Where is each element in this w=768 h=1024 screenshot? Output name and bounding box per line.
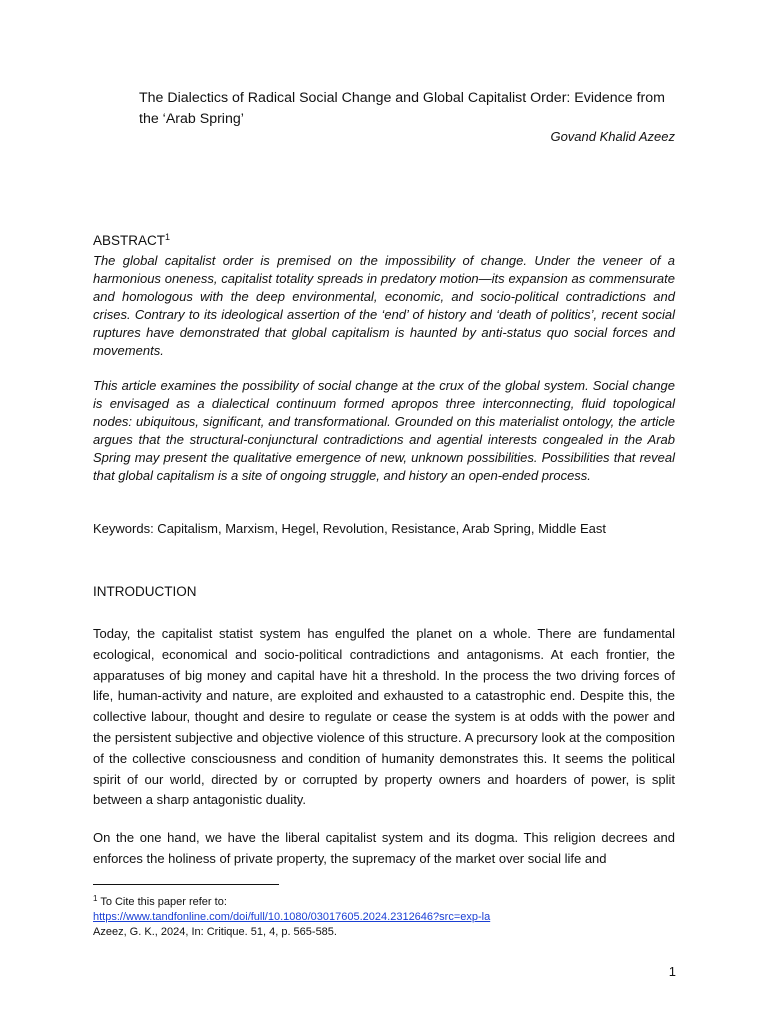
footnote bbox=[93, 891, 490, 940]
keywords-line: Keywords: Capitalism, Marxism, Hegel, Revolution, Resistance, Arab Spring, Middle East bbox=[93, 521, 606, 536]
paper-title: The Dialectics of Radical Social Change and Global Capitalist Order: Evidence from the ‘Arab Spring’ bbox=[139, 90, 665, 127]
introduction-heading: INTRODUCTION bbox=[93, 584, 197, 599]
citation-text: Azeez, G. K., 2024, In: Critique. 51, 4, p. 565-585. bbox=[93, 926, 337, 938]
footnote-mark: 1 bbox=[93, 894, 98, 903]
footnote-text-line bbox=[93, 891, 490, 910]
abstract-paragraph-1: The global capitalist order is premised on the impossibility of change. Under the veneer of a harmonious oneness, capitalist totality spreads in predatory motion—its expansion as commensurate and homologous with the deep environmental, economic, and socio-political contradictions and crises. Contrary to its ideological assertion of the ‘end’ of history and ‘death of politics’, recent social ruptures have demonstrated that global capitalism is haunted by anti-status quo social forces and movements. bbox=[93, 253, 675, 358]
introduction-paragraph-2: On the one hand, we have the liberal capitalist system and its dogma. This religion decrees and enforces the holiness of private property, the supremacy of the market over social life and bbox=[93, 830, 675, 866]
page-number: 1 bbox=[668, 964, 676, 979]
footnote-text: To Cite this paper refer to: bbox=[100, 896, 227, 908]
abstract-heading-text: ABSTRACT bbox=[93, 233, 166, 248]
abstract-paragraph-2: This article examines the possibility of social change at the crux of the global system. Social change is envisaged as a dialectical continuum formed apropos three interconnecting, fluid topological nodes: ubiquitous, significant, and transformational. Grounded on this materialist ontology, the article argues that the structural-conjunctural contradictions and agential interests congealed in the Arab Spring may present the qualitative emergence of new, unknown possibilities. Possibilities that reveal that global capitalism is a site of ongoing struggle, and history an open-ended process. bbox=[93, 378, 675, 483]
introduction-paragraph-1: Today, the capitalist statist system has engulfed the planet on a whole. There are fundamental ecological, economical and socio-political contradictions and antagonisms. At each frontier, the apparatuses of big money and capital have hit a threshold. In the process the two driving forces of life, human-activity and nature, are exploited and exhausted to a catastrophic end. Despite this, the collective labour, thought and desire to regulate or cease the system is at odds with the power and the persistent subjective and objective violence of this structure. A precursory look at the composition of the collective consciousness and condition of humanity demonstrates this. It seems the political spirit of our world, directed by or corrupted by property owners and hoarders of power, is split between a sharp antagonistic duality. bbox=[93, 626, 675, 808]
abstract-heading bbox=[93, 232, 170, 248]
citation-link[interactable]: https://www.tandfonline.com/doi/full/10.1080/03017605.2024.2312646?src=exp-la bbox=[93, 911, 491, 923]
footnote-reference[interactable]: 1 bbox=[165, 232, 171, 242]
footnote-divider bbox=[93, 884, 279, 885]
author-name: Govand Khalid Azeez bbox=[550, 129, 675, 144]
